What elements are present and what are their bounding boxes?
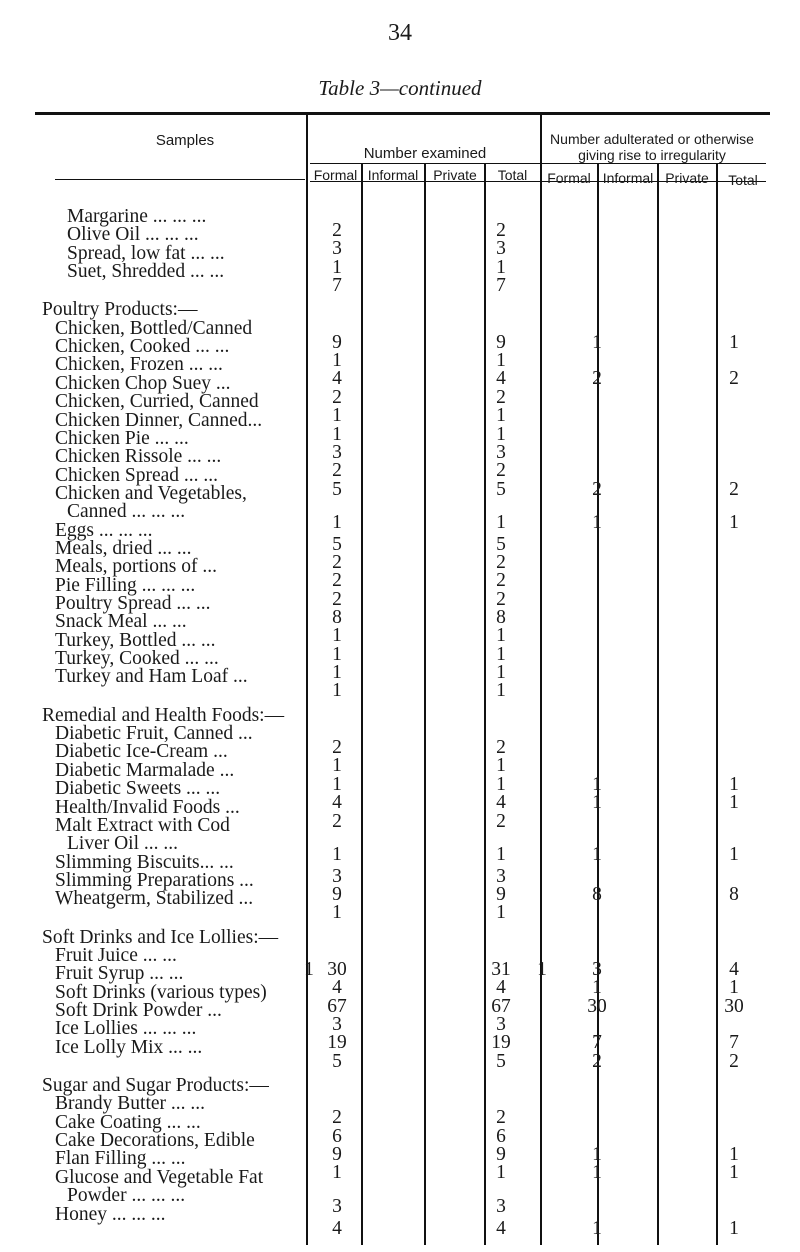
cell-value: 2 [332,588,342,610]
cell-value: 7 [592,1032,602,1054]
cell-value: 4 [496,792,506,814]
cell-value: 3 [496,1014,506,1035]
cell-value: 5 [496,1050,506,1072]
row-label: Honey ... ... ... [55,1203,166,1225]
row-label: Wheatgerm, Stabilized ... [55,888,254,910]
subheader-private-1: Private [433,167,477,183]
cell-value: 1 [332,625,342,647]
row-label: Health/Invalid Foods ... [55,796,240,818]
row-label: Poultry Spread ... ... [55,593,211,614]
row-label: Fruit Juice ... ... [55,944,177,966]
cell-value: 1 [729,331,739,353]
cell-value: 2 [332,386,342,408]
group-heading: Sugar and Sugar Products:— [42,1075,269,1097]
cell-value: 8 [332,607,342,628]
cell-value: 2 [332,1107,342,1129]
cell-value: 2 [592,478,602,500]
row-label: Turkey and Ham Loaf ... [55,666,248,688]
cell-value: 3 [496,441,506,463]
row-label: Cake Decorations, Edible [55,1130,255,1152]
cell-value: 5 [332,478,342,500]
row-label: Chicken Rissole ... ... [55,446,222,468]
cell-value: 2 [332,810,342,832]
row-label-continuation: Canned ... ... ... [67,501,186,523]
row-label: Diabetic Sweets ... ... [55,778,221,800]
cell-value: 1 [496,350,506,372]
cell-value: 4 [496,1217,506,1239]
cell-value: 1 [592,792,602,814]
subheader-private-2: Private [665,170,709,186]
cell-value: 7 [496,275,506,297]
row-label: Meals, portions of ... [55,556,217,578]
row-label: Chicken Pie ... ... [55,427,189,449]
row-label-continuation: Liver Oil ... ... [67,833,179,855]
cell-value: 1 [729,844,739,866]
cell-value: 2 [332,460,342,482]
cell-value: 4 [332,1217,342,1239]
cell-value: 5 [496,533,506,555]
cell-value: 2 [496,551,506,573]
group-heading: Soft Drinks and Ice Lollies:— [42,926,279,948]
cell-value: 2 [332,220,342,241]
subheader-informal-1: Informal [367,167,419,183]
table-title: Table 3—continued [318,76,482,100]
group-heading: Remedial and Health Foods:— [42,704,285,726]
row-label: Snack Meal ... ... [55,611,187,633]
cell-value: 5 [332,1050,342,1072]
row-label: Brandy Butter ... ... [55,1093,206,1115]
cell-value: 1 [496,755,506,777]
row-label: Flan Filling ... ... [55,1148,186,1170]
row-label: Diabetic Fruit, Canned ... [55,723,253,745]
row-label: Olive Oil ... ... ... [67,224,199,246]
row-label: Fruit Syrup ... ... [55,963,184,985]
subheader-total-2: Total [728,172,758,188]
cell-value: 1 [496,256,506,278]
cell-value: 1 [496,512,506,534]
row-label: Chicken, Cooked ... ... [55,336,230,358]
cell-value: 8 [729,883,739,905]
row-label-continuation: Powder ... ... ... [67,1185,186,1207]
cell-value: 3 [332,441,342,463]
cell-value: 4 [729,958,739,980]
cell-value: 2 [592,368,602,390]
cell-value: 3 [332,865,342,887]
cell-value: 2 [332,570,342,592]
cell-value: 8 [496,607,506,628]
cell-value: 1 [496,902,506,924]
cell-value: 5 [332,533,342,555]
cell-value: 1 [304,958,314,980]
cell-value: 67 [491,995,511,1017]
cell-value: 4 [332,977,342,999]
cell-value: 7 [332,275,342,297]
cell-value: 1 [496,625,506,647]
cell-value: 1 [332,256,342,278]
cell-value: 1 [592,1162,602,1184]
cell-value: 19 [327,1032,347,1054]
cell-value: 2 [496,737,506,759]
cell-value: 2 [496,588,506,610]
cell-value: 1 [496,423,506,445]
row-label: Ice Lollies ... ... ... [55,1018,197,1040]
cell-value: 3 [496,1196,506,1218]
subheader-formal-1: Formal [313,167,358,183]
cell-value: 3 [332,1196,342,1218]
number-examined-header: Number examined [363,145,487,162]
cell-value: 1 [592,1217,602,1239]
cell-value: 1 [592,977,602,999]
cell-value: 1 [496,1162,506,1184]
row-label: Cake Coating ... ... [55,1111,201,1133]
cell-value: 1 [332,662,342,684]
cell-value: 1 [332,643,342,665]
cell-value: 1 [332,512,342,534]
row-label: Turkey, Bottled ... ... [55,629,216,651]
cell-value: 2 [496,220,506,241]
row-label: Glucose and Vegetable Fat [55,1166,264,1188]
cell-value: 7 [729,1032,739,1054]
row-label: Spread, low fat ... ... [67,242,225,264]
cell-value: 1 [729,792,739,814]
cell-value: 9 [496,883,506,905]
row-label: Slimming Preparations ... [55,869,254,891]
row-label: Turkey, Cooked ... ... [55,648,219,670]
cell-value: 1 [537,958,547,980]
cell-value: 1 [496,680,506,702]
row-label: Slimming Biscuits... ... [55,851,234,873]
cell-value: 1 [496,405,506,427]
cell-value: 1 [592,331,602,353]
cell-value: 1 [496,844,506,866]
cell-value: 1 [332,773,342,795]
group-heading: Poultry Products:— [42,299,198,321]
row-label: Chicken, Bottled/Canned [55,317,253,339]
cell-value: 9 [496,1144,506,1166]
cell-value: 9 [332,331,342,353]
row-label: Soft Drinks (various types) [55,981,267,1003]
row-label: Chicken Chop Suey ... [55,372,231,394]
cell-value: 3 [332,238,342,260]
cell-value: 2 [332,551,342,573]
cell-value: 1 [332,902,342,924]
cell-value: 4 [496,977,506,999]
cell-value: 2 [496,570,506,592]
cell-value: 1 [729,773,739,795]
cell-value: 2 [496,386,506,408]
cell-value: 1 [332,423,342,445]
cell-value: 3 [332,1014,342,1035]
cell-value: 1 [729,1217,739,1239]
row-label: Chicken, Curried, Canned [55,391,259,413]
cell-value: 2 [496,1107,506,1129]
row-label: Diabetic Marmalade ... [55,759,235,781]
cell-value: 5 [496,478,506,500]
row-label: Chicken Spread ... ... [55,464,219,486]
cell-value: 4 [496,368,506,390]
row-label: Chicken Dinner, Canned... [55,409,263,431]
cell-value: 1 [332,1162,342,1184]
cell-value: 1 [729,977,739,999]
cell-value: 3 [496,865,506,887]
cell-value: 8 [592,883,602,905]
row-label: Chicken and Vegetables, [55,482,247,504]
cell-value: 67 [327,995,347,1017]
cell-value: 1 [592,512,602,534]
cell-value: 9 [496,331,506,353]
cell-value: 1 [332,755,342,777]
cell-value: 1 [332,350,342,372]
cell-value: 2 [729,478,739,500]
cell-value: 4 [332,368,342,390]
row-label: Soft Drink Powder ... [55,1000,222,1021]
cell-value: 19 [491,1032,511,1054]
cell-value: 1 [496,643,506,665]
row-label: Margarine ... ... ... [67,206,207,227]
cell-value: 2 [592,1050,602,1072]
row-label: Ice Lolly Mix ... ... [55,1036,203,1058]
cell-value: 9 [332,1144,342,1166]
cell-value: 1 [729,1162,739,1184]
page-number: 34 [388,20,412,46]
cell-value: 3 [496,238,506,260]
cell-value: 1 [729,1144,739,1166]
subheader-formal-2: Formal [547,170,591,186]
cell-value: 6 [496,1125,506,1147]
cell-value: 1 [592,1144,602,1166]
cell-value: 2 [332,737,342,759]
row-label: Pie Filling ... ... ... [55,574,196,596]
cell-value: 3 [592,958,602,980]
cell-value: 30 [327,958,347,980]
cell-value: 2 [496,810,506,832]
cell-value: 9 [332,883,342,905]
row-label: Eggs ... ... ... [55,519,153,541]
subheader-informal-2: Informal [602,170,654,186]
cell-value: 30 [724,995,744,1017]
cell-value: 2 [729,368,739,390]
cell-value: 1 [332,680,342,702]
row-label: Suet, Shredded ... ... [67,261,225,283]
cell-value: 30 [587,995,607,1017]
subheader-total-1: Total [497,167,528,183]
cell-value: 2 [729,1050,739,1072]
cell-value: 1 [332,844,342,866]
samples-header: Samples [155,132,215,149]
cell-value: 1 [496,662,506,684]
row-label: Malt Extract with Cod [55,814,230,836]
cell-value: 1 [729,512,739,534]
number-adulterated-header: Number adulterated or otherwise giving rise to irregularity [550,131,754,163]
cell-value: 1 [332,405,342,427]
cell-value: 6 [332,1125,342,1147]
row-label: Meals, dried ... ... [55,537,192,559]
cell-value: 1 [592,773,602,795]
row-label: Chicken, Frozen ... ... [55,354,223,376]
cell-value: 1 [592,844,602,866]
row-label: Diabetic Ice-Cream ... [55,741,228,763]
cell-value: 1 [496,773,506,795]
cell-value: 31 [491,958,511,980]
cell-value: 2 [496,460,506,482]
cell-value: 4 [332,792,342,814]
